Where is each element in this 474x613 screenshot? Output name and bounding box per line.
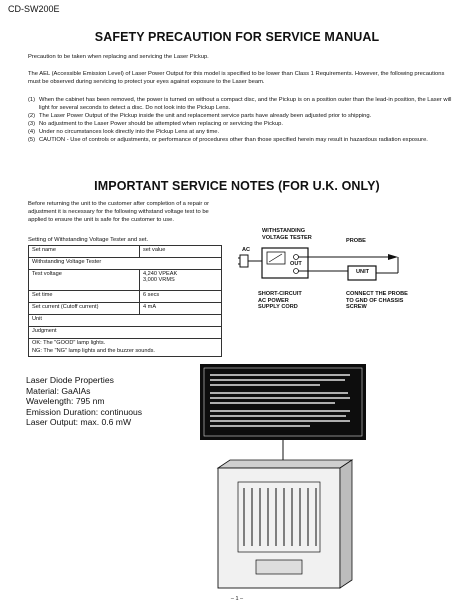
laser-line: Wavelength: 795 nm <box>26 396 105 406</box>
item-number: (5) <box>28 137 36 144</box>
safety-title: SAFETY PRECAUTION FOR SERVICE MANUAL <box>94 30 380 44</box>
list-item <box>28 128 460 136</box>
laser-line: Emission Duration: continuous <box>26 406 143 417</box>
item-text: No adjustment to the Laser Power should be attempted when replacing or servicing the Pickup. <box>39 121 283 128</box>
item-number: (4) <box>28 129 36 136</box>
item-number: (2) <box>28 113 36 120</box>
list-item <box>28 112 460 120</box>
item-text: The Laser Power Output of the Pickup inside the unit and replacement service parts have already been adjusted prior to shipping. <box>39 113 372 120</box>
item-text: When the cabinet has been removed, the power is turned on without a compact disc, and the Pickup is on a position outer than the lead-in position, the Laser will light for several seconds to detect a disc. Do not look into the Pickup Lens. <box>39 97 452 112</box>
probe-tip-icon <box>388 254 398 260</box>
tester-terminal-icon <box>294 255 299 260</box>
table-cell: Withstanding Voltage Tester <box>29 258 222 270</box>
table-cell: 6 secs <box>140 291 222 303</box>
laser-line: Material: GaAlAs <box>26 385 91 396</box>
list-item <box>28 96 460 112</box>
table-row <box>29 270 222 291</box>
laser-line: Laser Output: max. 0.6 mW <box>26 417 132 427</box>
service-intro: Before returning the unit to the customer after completion of a repair or adjustment it is necessary for the following withstand voltage test to be applied to ensure the unit is safe for the customer to use. <box>28 201 210 224</box>
ac-label: AC <box>242 247 251 253</box>
out-label: OUT <box>290 261 302 267</box>
table-cell: Unit <box>29 315 222 327</box>
laser-line: Laser Diode Properties <box>26 375 114 385</box>
list-item <box>28 136 460 144</box>
safety-ael-paragraph: The AEL (Accessible Emission Level) of Laser Power Output for this model is specified to be lower than Class 1 Requirements. However, the following precautions must be observed during servicing to protect your eyes against exposure to the Laser beam. <box>28 71 445 86</box>
short-circuit-note: SHORT-CIRCUIT AC POWER SUPPLY CORD <box>258 291 302 311</box>
table-cell: 4 mA <box>140 303 222 315</box>
table-cell: 4,240 VPEAK 3,000 VRMS <box>140 270 222 291</box>
unit-label: UNIT <box>356 269 370 275</box>
laser-diode-properties <box>26 375 142 428</box>
tester-label: WITHSTANDING VOLTAGE TESTER <box>262 228 312 241</box>
table-cell <box>29 339 222 357</box>
connect-probe-note: CONNECT THE PROBE TO GND OF CHASSIS SCREW <box>346 291 408 311</box>
item-number: (1) <box>28 97 36 103</box>
meter-needle <box>269 254 282 262</box>
safety-intro: Precaution to be taken when replacing and servicing the Laser Pickup. <box>28 54 209 60</box>
table-cell: Set current (Cutoff current) <box>29 303 140 315</box>
table-cell: Set time <box>29 291 140 303</box>
tester-setting-caption: Setting of Withstanding Voltage Tester and set. <box>28 237 149 243</box>
page-number: – 1 – <box>230 596 244 602</box>
unit-rear-illustration <box>218 460 352 588</box>
header-cell: Set name <box>29 246 140 258</box>
table-cell: Test voltage <box>29 270 140 291</box>
table-row <box>29 246 222 258</box>
wiring-diagram <box>238 240 438 285</box>
table-row <box>29 315 222 327</box>
safety-precautions-list <box>28 96 460 145</box>
model-number: CD-SW200E <box>8 4 60 14</box>
probe-label: PROBE <box>346 238 366 244</box>
service-notes-title: IMPORTANT SERVICE NOTES (FOR U.K. ONLY) <box>94 179 380 193</box>
list-item <box>28 120 460 128</box>
ng-criterion: NG: The "NG" lamp lights and the buzzer sounds. <box>32 347 155 354</box>
withstand-test-table <box>28 245 222 357</box>
header-cell: set value <box>140 246 222 258</box>
table-row <box>29 291 222 303</box>
item-text: CAUTION - Use of controls or adjustments, or performance of procedures other than those specified herein may result in hazardous radiation exposure. <box>39 137 428 144</box>
ac-plug-icon <box>238 255 248 267</box>
item-number: (3) <box>28 121 36 128</box>
table-row <box>29 303 222 315</box>
laser-caution-illustration <box>200 364 370 594</box>
caution-label-image <box>200 364 366 440</box>
table-row <box>29 327 222 339</box>
ok-criterion: OK: The "GOOD" lamp lights. <box>32 340 106 346</box>
table-row <box>29 258 222 270</box>
item-text: Under no circumstances look directly into the Pickup Lens at any time. <box>39 129 220 136</box>
table-row <box>29 339 222 357</box>
tester-out-terminal-icon <box>294 269 299 274</box>
table-cell: Judgment <box>29 327 222 339</box>
